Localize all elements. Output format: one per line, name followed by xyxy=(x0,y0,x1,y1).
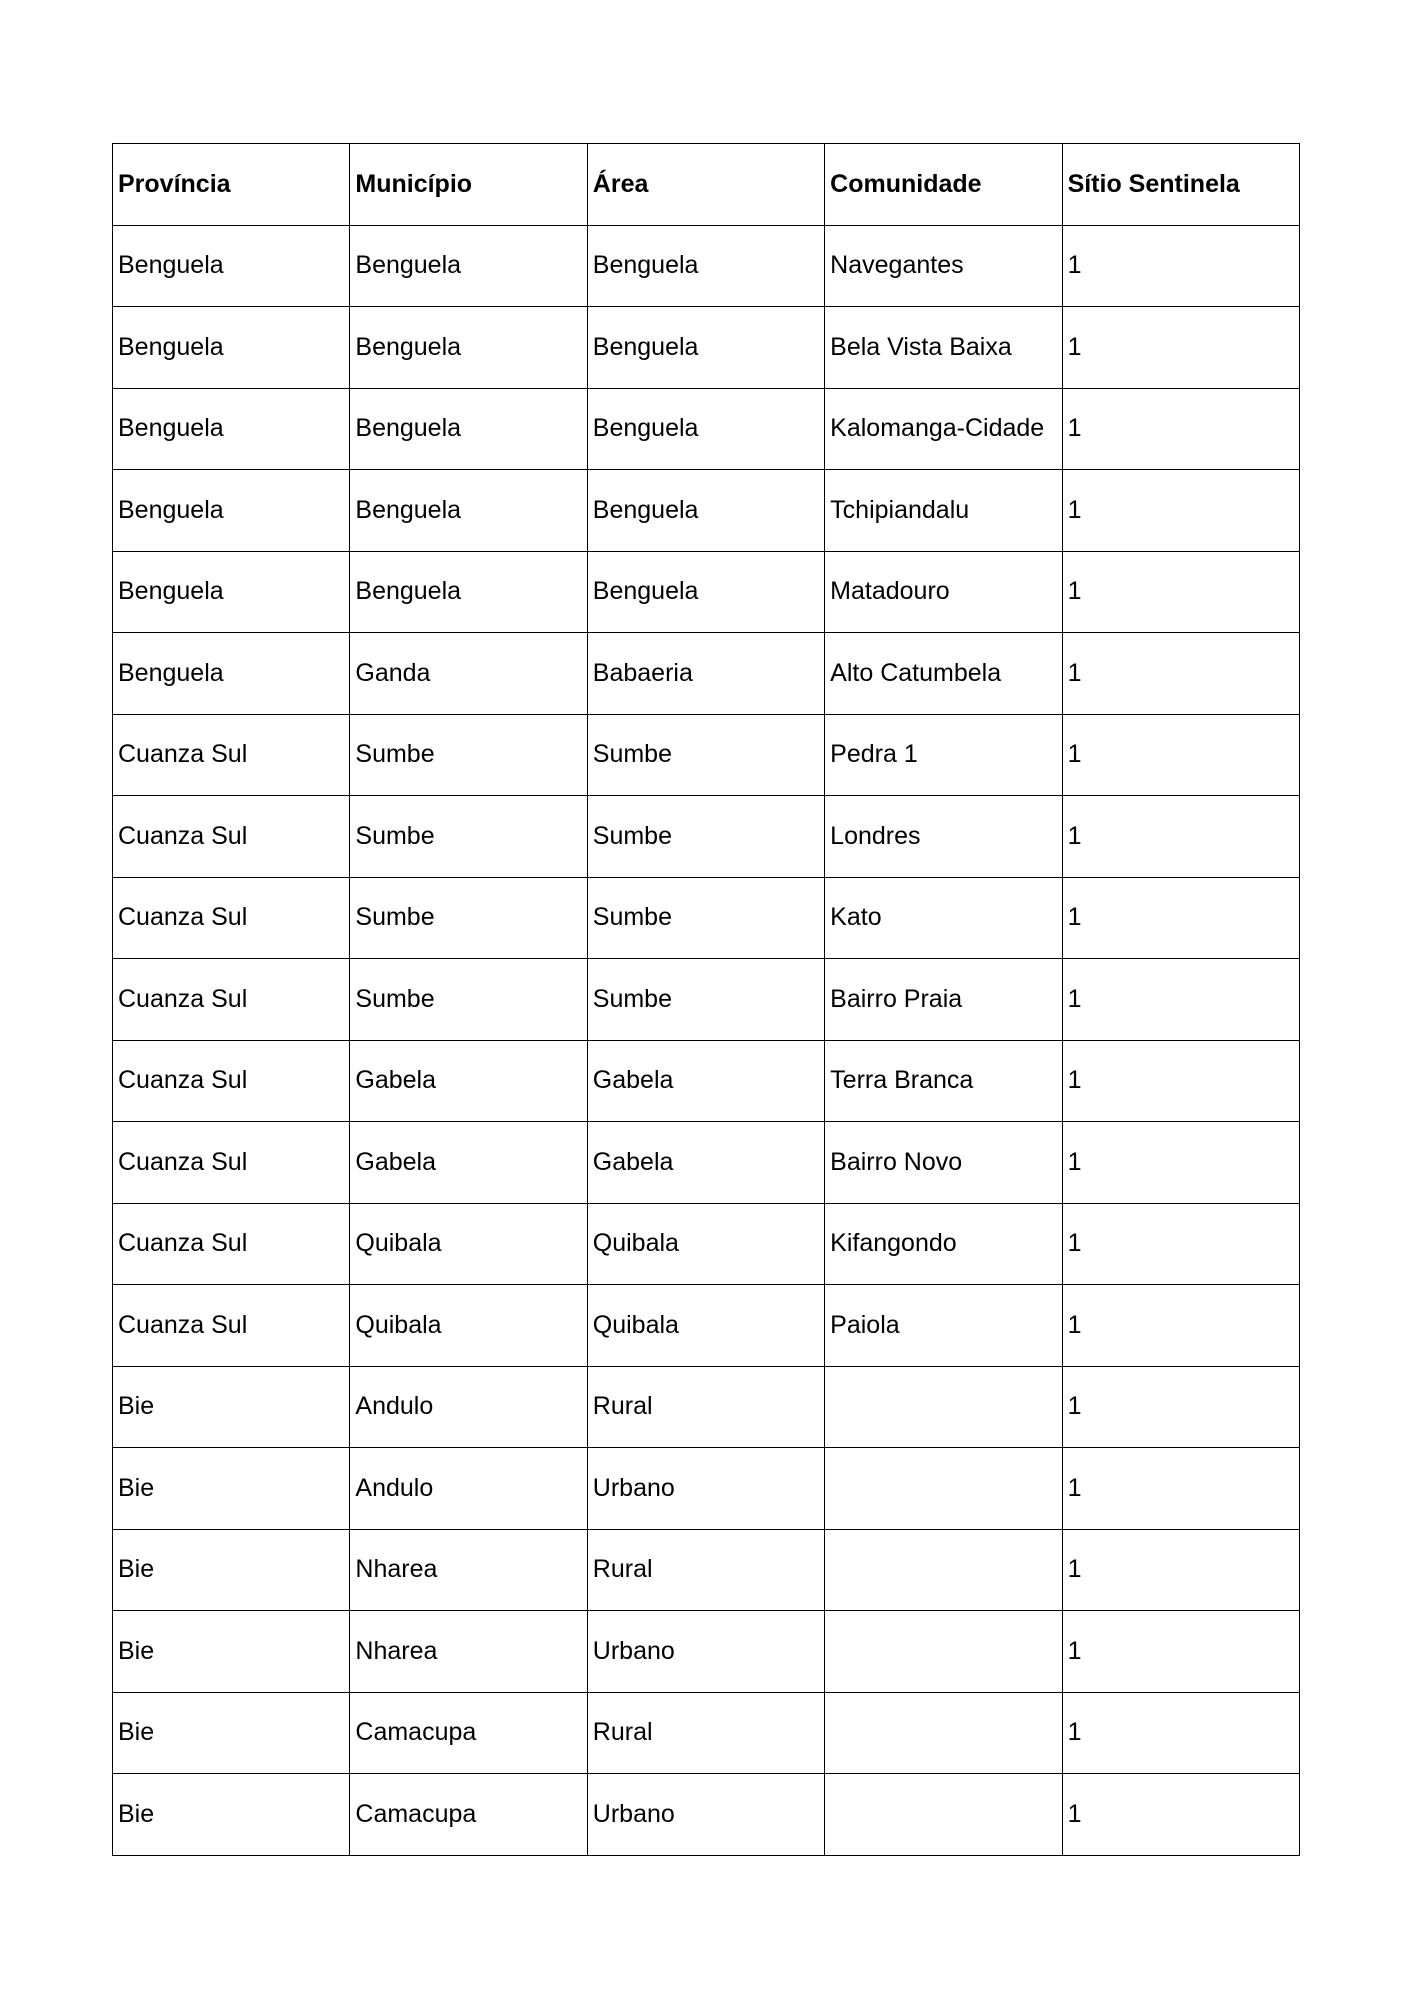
cell-sitio-sentinela: 1 xyxy=(1062,959,1299,1041)
cell-provincia: Benguela xyxy=(113,633,350,715)
cell-municipio: Camacupa xyxy=(350,1692,587,1774)
cell-comunidade: Londres xyxy=(825,796,1062,878)
table-row xyxy=(113,1448,1300,1530)
cell-area: Sumbe xyxy=(587,877,824,959)
cell-area: Benguela xyxy=(587,388,824,470)
table-row xyxy=(113,1774,1300,1856)
cell-sitio-sentinela: 1 xyxy=(1062,1448,1299,1530)
cell-municipio: Ganda xyxy=(350,633,587,715)
cell-comunidade xyxy=(825,1774,1062,1856)
cell-provincia: Cuanza Sul xyxy=(113,877,350,959)
cell-municipio: Andulo xyxy=(350,1366,587,1448)
cell-area: Quibala xyxy=(587,1285,824,1367)
cell-comunidade xyxy=(825,1366,1062,1448)
cell-municipio: Benguela xyxy=(350,551,587,633)
table-header xyxy=(113,144,1300,226)
cell-area: Babaeria xyxy=(587,633,824,715)
header-provincia: Província xyxy=(113,144,350,226)
table-row xyxy=(113,225,1300,307)
cell-sitio-sentinela: 1 xyxy=(1062,388,1299,470)
cell-provincia: Cuanza Sul xyxy=(113,796,350,878)
cell-municipio: Gabela xyxy=(350,1040,587,1122)
cell-provincia: Bie xyxy=(113,1692,350,1774)
cell-sitio-sentinela: 1 xyxy=(1062,1122,1299,1204)
cell-comunidade: Navegantes xyxy=(825,225,1062,307)
cell-area: Sumbe xyxy=(587,796,824,878)
cell-area: Sumbe xyxy=(587,714,824,796)
cell-municipio: Gabela xyxy=(350,1122,587,1204)
table-row xyxy=(113,1203,1300,1285)
cell-comunidade: Kalomanga-Cidade xyxy=(825,388,1062,470)
cell-provincia: Benguela xyxy=(113,225,350,307)
cell-area: Urbano xyxy=(587,1774,824,1856)
cell-area: Gabela xyxy=(587,1040,824,1122)
cell-comunidade: Paiola xyxy=(825,1285,1062,1367)
cell-provincia: Benguela xyxy=(113,551,350,633)
cell-municipio: Quibala xyxy=(350,1285,587,1367)
cell-sitio-sentinela: 1 xyxy=(1062,1366,1299,1448)
header-row xyxy=(113,144,1300,226)
cell-area: Benguela xyxy=(587,225,824,307)
cell-provincia: Cuanza Sul xyxy=(113,1040,350,1122)
table-row xyxy=(113,714,1300,796)
cell-area: Rural xyxy=(587,1692,824,1774)
cell-comunidade: Tchipiandalu xyxy=(825,470,1062,552)
sentinel-sites-table xyxy=(112,143,1300,1856)
cell-comunidade xyxy=(825,1529,1062,1611)
cell-sitio-sentinela: 1 xyxy=(1062,1285,1299,1367)
cell-provincia: Bie xyxy=(113,1366,350,1448)
header-sitio-sentinela: Sítio Sentinela xyxy=(1062,144,1299,226)
cell-municipio: Sumbe xyxy=(350,714,587,796)
header-area: Área xyxy=(587,144,824,226)
cell-comunidade: Kifangondo xyxy=(825,1203,1062,1285)
cell-sitio-sentinela: 1 xyxy=(1062,1529,1299,1611)
cell-provincia: Bie xyxy=(113,1611,350,1693)
cell-provincia: Benguela xyxy=(113,307,350,389)
cell-comunidade xyxy=(825,1448,1062,1530)
cell-provincia: Cuanza Sul xyxy=(113,714,350,796)
cell-provincia: Cuanza Sul xyxy=(113,1203,350,1285)
table-row xyxy=(113,796,1300,878)
cell-comunidade: Matadouro xyxy=(825,551,1062,633)
cell-area: Benguela xyxy=(587,307,824,389)
cell-comunidade xyxy=(825,1611,1062,1693)
cell-sitio-sentinela: 1 xyxy=(1062,1692,1299,1774)
cell-area: Urbano xyxy=(587,1448,824,1530)
cell-area: Benguela xyxy=(587,470,824,552)
cell-sitio-sentinela: 1 xyxy=(1062,1774,1299,1856)
table-row xyxy=(113,1366,1300,1448)
cell-sitio-sentinela: 1 xyxy=(1062,1040,1299,1122)
cell-area: Urbano xyxy=(587,1611,824,1693)
cell-municipio: Nharea xyxy=(350,1611,587,1693)
table-row xyxy=(113,307,1300,389)
cell-sitio-sentinela: 1 xyxy=(1062,714,1299,796)
cell-comunidade xyxy=(825,1692,1062,1774)
cell-area: Rural xyxy=(587,1366,824,1448)
cell-municipio: Nharea xyxy=(350,1529,587,1611)
table-row xyxy=(113,1611,1300,1693)
table-row xyxy=(113,470,1300,552)
cell-comunidade: Bairro Novo xyxy=(825,1122,1062,1204)
cell-sitio-sentinela: 1 xyxy=(1062,225,1299,307)
table-body xyxy=(113,225,1300,1855)
cell-area: Gabela xyxy=(587,1122,824,1204)
table-row xyxy=(113,551,1300,633)
cell-comunidade: Kato xyxy=(825,877,1062,959)
cell-area: Benguela xyxy=(587,551,824,633)
cell-sitio-sentinela: 1 xyxy=(1062,796,1299,878)
cell-municipio: Benguela xyxy=(350,225,587,307)
table-row xyxy=(113,1285,1300,1367)
cell-municipio: Benguela xyxy=(350,470,587,552)
cell-sitio-sentinela: 1 xyxy=(1062,307,1299,389)
cell-municipio: Sumbe xyxy=(350,959,587,1041)
cell-provincia: Cuanza Sul xyxy=(113,1122,350,1204)
table-row xyxy=(113,1692,1300,1774)
cell-sitio-sentinela: 1 xyxy=(1062,1611,1299,1693)
header-comunidade: Comunidade xyxy=(825,144,1062,226)
cell-sitio-sentinela: 1 xyxy=(1062,551,1299,633)
cell-comunidade: Alto Catumbela xyxy=(825,633,1062,715)
cell-area: Sumbe xyxy=(587,959,824,1041)
cell-area: Rural xyxy=(587,1529,824,1611)
cell-provincia: Bie xyxy=(113,1774,350,1856)
cell-sitio-sentinela: 1 xyxy=(1062,1203,1299,1285)
cell-comunidade: Bela Vista Baixa xyxy=(825,307,1062,389)
cell-municipio: Benguela xyxy=(350,388,587,470)
table-row xyxy=(113,388,1300,470)
cell-comunidade: Bairro Praia xyxy=(825,959,1062,1041)
cell-comunidade: Pedra 1 xyxy=(825,714,1062,796)
header-municipio: Município xyxy=(350,144,587,226)
cell-municipio: Sumbe xyxy=(350,796,587,878)
cell-municipio: Quibala xyxy=(350,1203,587,1285)
cell-comunidade: Terra Branca xyxy=(825,1040,1062,1122)
cell-municipio: Andulo xyxy=(350,1448,587,1530)
table-row xyxy=(113,1040,1300,1122)
cell-provincia: Bie xyxy=(113,1529,350,1611)
cell-provincia: Cuanza Sul xyxy=(113,959,350,1041)
table-row xyxy=(113,877,1300,959)
cell-sitio-sentinela: 1 xyxy=(1062,877,1299,959)
cell-sitio-sentinela: 1 xyxy=(1062,633,1299,715)
cell-area: Quibala xyxy=(587,1203,824,1285)
cell-provincia: Benguela xyxy=(113,470,350,552)
cell-municipio: Camacupa xyxy=(350,1774,587,1856)
table-row xyxy=(113,959,1300,1041)
table-row xyxy=(113,1122,1300,1204)
cell-provincia: Benguela xyxy=(113,388,350,470)
cell-municipio: Sumbe xyxy=(350,877,587,959)
cell-municipio: Benguela xyxy=(350,307,587,389)
cell-provincia: Bie xyxy=(113,1448,350,1530)
table-row xyxy=(113,1529,1300,1611)
cell-provincia: Cuanza Sul xyxy=(113,1285,350,1367)
table-row xyxy=(113,633,1300,715)
cell-sitio-sentinela: 1 xyxy=(1062,470,1299,552)
